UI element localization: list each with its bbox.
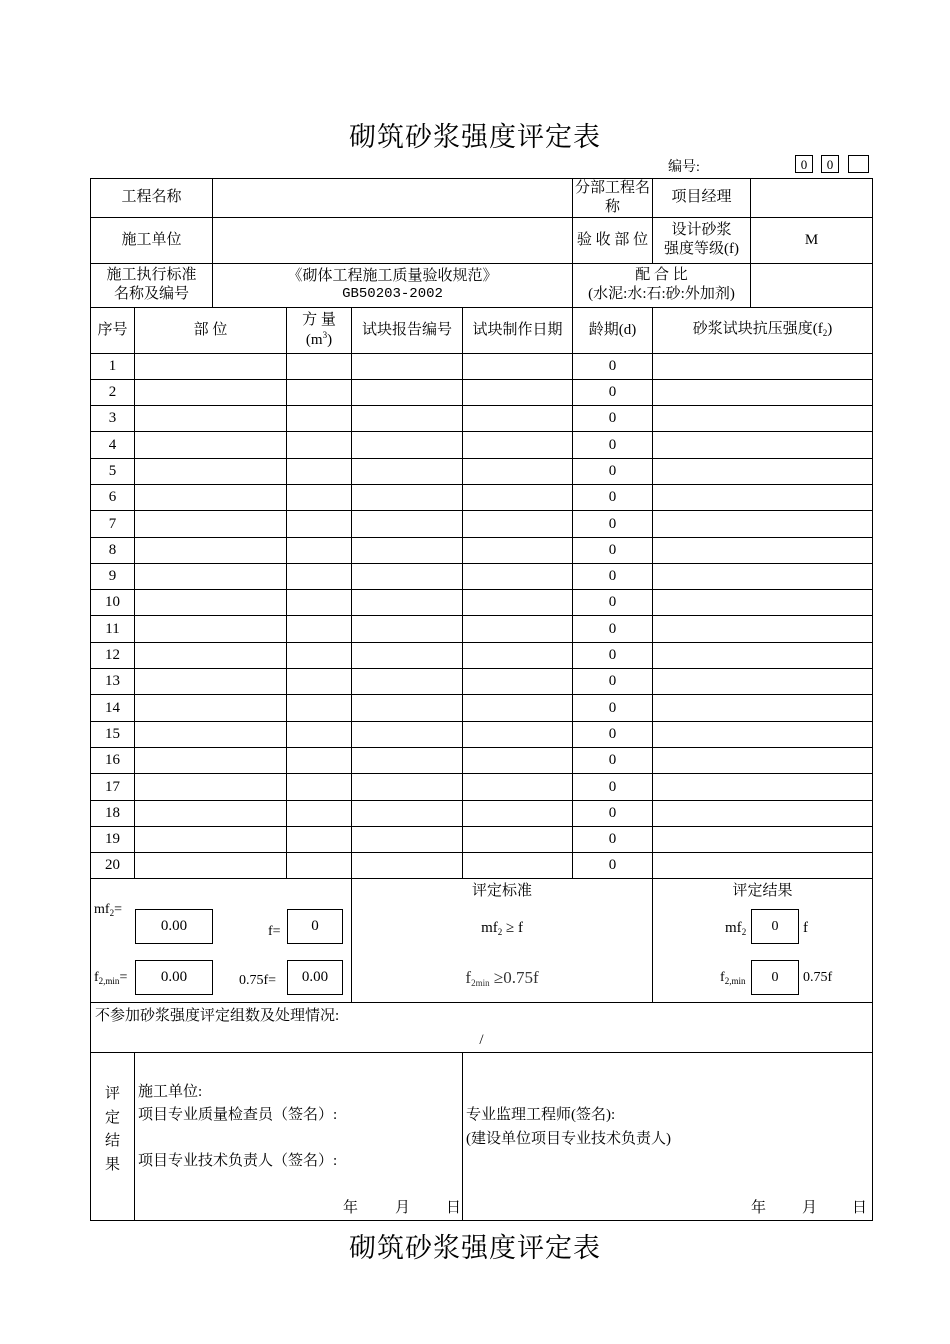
col-volume-line1: 方 量 <box>302 311 336 328</box>
row-report-no[interactable] <box>352 590 463 616</box>
standard-label-line1: 施工执行标准 <box>106 267 197 284</box>
criteria-line2: $f_{2min} \ge 0.75f$ <box>465 968 539 989</box>
row-report-no[interactable] <box>352 747 463 773</box>
row-report-no[interactable] <box>352 616 463 642</box>
row-volume[interactable] <box>287 590 352 616</box>
row-volume[interactable] <box>287 458 352 484</box>
row-volume[interactable] <box>287 511 352 537</box>
contractor-label: 施工单位 <box>91 217 213 263</box>
col-report-no: 试块报告编号 <box>352 307 463 353</box>
manager-label: 项目经理 <box>653 179 751 218</box>
row-age: 0 <box>573 432 653 458</box>
row-part[interactable] <box>135 774 287 800</box>
criteria-line1: $mf_2 \ge f$ <box>481 920 523 938</box>
row-strength[interactable] <box>653 563 873 589</box>
row-part[interactable] <box>135 511 287 537</box>
contractor-sign-cell <box>135 1053 463 1221</box>
row-report-no[interactable] <box>352 406 463 432</box>
f075-value-box[interactable]: 0.00 <box>287 960 343 995</box>
f2min-value-box[interactable]: 0.00 <box>135 960 213 995</box>
row-make-date[interactable] <box>463 669 573 695</box>
code-box-1[interactable]: 0 <box>795 155 813 173</box>
supervisor-year: 年 <box>751 1200 767 1217</box>
table-row <box>91 511 873 537</box>
row-part[interactable] <box>135 590 287 616</box>
row-report-no[interactable] <box>352 563 463 589</box>
row-make-date[interactable] <box>463 800 573 826</box>
row-seq: 19 <box>91 826 135 852</box>
table-row <box>91 379 873 405</box>
table-row <box>91 774 873 800</box>
table-row <box>91 642 873 668</box>
row-seq: 4 <box>91 432 135 458</box>
project-name-label: 工程名称 <box>91 179 213 218</box>
contractor-day: 日 <box>446 1200 462 1217</box>
row-part[interactable] <box>135 458 287 484</box>
row-seq: 12 <box>91 642 135 668</box>
side-char-1: 评 <box>104 1086 120 1103</box>
row-part[interactable] <box>135 406 287 432</box>
row-age: 0 <box>573 616 653 642</box>
row-strength[interactable] <box>653 853 873 879</box>
col-age: 龄期(d) <box>573 307 653 353</box>
table-row <box>91 458 873 484</box>
row-report-no[interactable] <box>352 537 463 563</box>
row-part[interactable] <box>135 642 287 668</box>
standard-value-line2: GB50203-2002 <box>342 285 443 302</box>
row-volume[interactable] <box>287 695 352 721</box>
row-part[interactable] <box>135 432 287 458</box>
row-make-date[interactable] <box>463 458 573 484</box>
row-seq: 11 <box>91 616 135 642</box>
row-part[interactable] <box>135 721 287 747</box>
row-seq: 14 <box>91 695 135 721</box>
row-make-date[interactable] <box>463 774 573 800</box>
row-make-date[interactable] <box>463 406 573 432</box>
row-report-no[interactable] <box>352 511 463 537</box>
row-make-date[interactable] <box>463 695 573 721</box>
row-age: 0 <box>573 853 653 879</box>
row-strength[interactable] <box>653 406 873 432</box>
row-strength[interactable] <box>653 432 873 458</box>
row-part[interactable] <box>135 616 287 642</box>
contractor-sign-label: 施工单位: <box>138 1084 203 1101</box>
row-part[interactable] <box>135 537 287 563</box>
manager-field[interactable] <box>751 179 873 218</box>
excluded-label: 不参加砂浆强度评定组数及处理情况: <box>95 1008 340 1025</box>
row-part[interactable] <box>135 563 287 589</box>
stats-cell <box>91 879 352 1003</box>
result-r1-label: $mf_2$ <box>725 920 747 938</box>
row-make-date[interactable] <box>463 511 573 537</box>
row-volume[interactable] <box>287 537 352 563</box>
row-age: 0 <box>573 379 653 405</box>
criteria-cell <box>352 879 653 1003</box>
row-part[interactable] <box>135 669 287 695</box>
supervisor-month: 月 <box>802 1200 818 1217</box>
col-part: 部 位 <box>135 307 287 353</box>
row-age: 0 <box>573 721 653 747</box>
row-volume[interactable] <box>287 484 352 510</box>
f2min-label: $f_{2,min}=$ <box>94 970 128 987</box>
result-r1-after: f <box>803 920 809 937</box>
row-seq: 3 <box>91 406 135 432</box>
row-age: 0 <box>573 800 653 826</box>
row-report-no[interactable] <box>352 379 463 405</box>
f-value-box[interactable]: 0 <box>287 909 343 944</box>
code-box-2[interactable]: 0 <box>821 155 839 173</box>
row-seq: 17 <box>91 774 135 800</box>
row-volume[interactable] <box>287 406 352 432</box>
row-strength[interactable] <box>653 826 873 852</box>
row-report-no[interactable] <box>352 669 463 695</box>
f075-label: 0.75f= <box>239 973 277 989</box>
row-report-no[interactable] <box>352 800 463 826</box>
row-report-no[interactable] <box>352 642 463 668</box>
row-seq: 2 <box>91 379 135 405</box>
row-strength[interactable] <box>653 747 873 773</box>
row-volume[interactable] <box>287 774 352 800</box>
contractor-field[interactable] <box>213 217 573 263</box>
col-make-date: 试块制作日期 <box>463 307 573 353</box>
row-volume[interactable] <box>287 379 352 405</box>
table-row <box>91 747 873 773</box>
row-strength[interactable] <box>653 458 873 484</box>
table-row <box>91 537 873 563</box>
row-volume[interactable] <box>287 747 352 773</box>
row-age: 0 <box>573 406 653 432</box>
table-row <box>91 590 873 616</box>
row-age: 0 <box>573 590 653 616</box>
row-strength[interactable] <box>653 484 873 510</box>
grade-label-line1: 设计砂浆 <box>671 222 732 239</box>
row-volume[interactable] <box>287 563 352 589</box>
standard-value <box>213 263 573 307</box>
owner-tech-note: (建设单位项目专业技术负责人) <box>466 1131 672 1148</box>
row-make-date[interactable] <box>463 563 573 589</box>
row-part[interactable] <box>135 484 287 510</box>
row-age: 0 <box>573 458 653 484</box>
mf2-label: $mf_2=$ <box>94 902 122 919</box>
supervisor-day: 日 <box>852 1200 868 1217</box>
row-strength[interactable] <box>653 695 873 721</box>
acceptance-part-label: 验 收 部 位 <box>573 217 653 263</box>
contractor-year: 年 <box>343 1200 359 1217</box>
row-age: 0 <box>573 774 653 800</box>
row-seq: 18 <box>91 800 135 826</box>
row-age: 0 <box>573 563 653 589</box>
row-age: 0 <box>573 537 653 563</box>
row-volume[interactable] <box>287 826 352 852</box>
row-age: 0 <box>573 826 653 852</box>
row-seq: 7 <box>91 511 135 537</box>
row-age: 0 <box>573 511 653 537</box>
table-row <box>91 826 873 852</box>
row-part[interactable] <box>135 379 287 405</box>
table-row <box>91 563 873 589</box>
supervisor-sign-cell <box>463 1053 873 1221</box>
row-seq: 16 <box>91 747 135 773</box>
row-make-date[interactable] <box>463 590 573 616</box>
col-seq: 序号 <box>91 307 135 353</box>
col-volume <box>287 307 352 353</box>
row-volume[interactable] <box>287 853 352 879</box>
row-make-date[interactable] <box>463 853 573 879</box>
row-age: 0 <box>573 747 653 773</box>
excluded-value[interactable]: / <box>479 1032 484 1049</box>
row-report-no[interactable] <box>352 826 463 852</box>
f-label: f= <box>268 924 281 940</box>
row-make-date[interactable] <box>463 379 573 405</box>
row-strength[interactable] <box>653 590 873 616</box>
row-make-date[interactable] <box>463 721 573 747</box>
row-make-date[interactable] <box>463 537 573 563</box>
table-row <box>91 406 873 432</box>
row-make-date[interactable] <box>463 826 573 852</box>
side-char-3: 结 <box>104 1133 120 1150</box>
result-r2-label: $f_{2,min}$ <box>720 970 746 987</box>
excluded-cell <box>91 1003 873 1053</box>
page-title: 砌筑砂浆强度评定表 <box>349 122 601 152</box>
mix-value[interactable] <box>751 263 873 307</box>
table-row <box>91 853 873 879</box>
row-report-no[interactable] <box>352 721 463 747</box>
row-seq: 10 <box>91 590 135 616</box>
evaluation-side-label <box>91 1053 135 1221</box>
row-report-no[interactable] <box>352 853 463 879</box>
row-strength[interactable] <box>653 642 873 668</box>
row-make-date[interactable] <box>463 484 573 510</box>
row-seq: 8 <box>91 537 135 563</box>
row-strength[interactable] <box>653 616 873 642</box>
grade-label <box>653 217 751 263</box>
col-volume-line2: $(m^3)$ <box>305 329 333 348</box>
result-cell <box>653 879 873 1003</box>
row-volume[interactable] <box>287 669 352 695</box>
row-age: 0 <box>573 669 653 695</box>
row-volume[interactable] <box>287 642 352 668</box>
table-row <box>91 721 873 747</box>
row-part[interactable] <box>135 826 287 852</box>
row-report-no[interactable] <box>352 484 463 510</box>
grade-label-line2: 强度等级(f) <box>664 241 740 257</box>
table-row <box>91 800 873 826</box>
row-strength[interactable] <box>653 353 873 379</box>
result-r2-after: 0.75f <box>803 970 833 986</box>
row-part[interactable] <box>135 747 287 773</box>
row-report-no[interactable] <box>352 774 463 800</box>
inspector-sign[interactable]: 项目专业质量检查员（签名）: <box>138 1107 338 1124</box>
result-title: 评定结果 <box>732 883 793 900</box>
standard-value-line1: 《砌体工程施工质量验收规范》 <box>287 267 498 284</box>
row-part[interactable] <box>135 800 287 826</box>
mf2-value-box[interactable]: 0.00 <box>135 909 213 944</box>
row-strength[interactable] <box>653 537 873 563</box>
row-seq: 15 <box>91 721 135 747</box>
col-strength: 砂浆试块抗压强度$(f_2)$ <box>653 307 873 353</box>
footer-title: 砌筑砂浆强度评定表 <box>349 1233 601 1263</box>
table-row <box>91 616 873 642</box>
grade-value[interactable]: M <box>751 217 873 263</box>
row-seq: 9 <box>91 563 135 589</box>
row-age: 0 <box>573 695 653 721</box>
table-row <box>91 353 873 379</box>
sub-project-label: 分部工程名称 <box>573 179 653 218</box>
row-part[interactable] <box>135 853 287 879</box>
row-part[interactable] <box>135 353 287 379</box>
row-make-date[interactable] <box>463 616 573 642</box>
side-char-2: 定 <box>104 1109 120 1126</box>
table-row <box>91 484 873 510</box>
table-row <box>91 695 873 721</box>
row-seq: 6 <box>91 484 135 510</box>
mix-label-line2: (水泥:水:石:砂:外加剂) <box>588 286 735 302</box>
row-make-date[interactable] <box>463 432 573 458</box>
code-label: 编号: <box>668 160 700 175</box>
row-strength[interactable] <box>653 774 873 800</box>
criteria-title: 评定标准 <box>472 883 533 900</box>
row-part[interactable] <box>135 695 287 721</box>
row-strength[interactable] <box>653 379 873 405</box>
table-row <box>91 669 873 695</box>
row-strength[interactable] <box>653 800 873 826</box>
row-volume[interactable] <box>287 721 352 747</box>
contractor-month: 月 <box>395 1200 411 1217</box>
row-report-no[interactable] <box>352 458 463 484</box>
row-age: 0 <box>573 353 653 379</box>
row-strength[interactable] <box>653 721 873 747</box>
row-strength[interactable] <box>653 669 873 695</box>
side-char-4: 果 <box>104 1156 120 1173</box>
data-rows <box>91 353 873 879</box>
row-volume[interactable] <box>287 800 352 826</box>
row-strength[interactable] <box>653 511 873 537</box>
row-make-date[interactable] <box>463 747 573 773</box>
row-volume[interactable] <box>287 616 352 642</box>
mix-label-line1: 配 合 比 <box>635 267 688 284</box>
table-row <box>91 432 873 458</box>
row-seq: 1 <box>91 353 135 379</box>
result-r1-box[interactable]: 0 <box>751 909 799 944</box>
row-seq: 5 <box>91 458 135 484</box>
supervisor-sign[interactable]: 专业监理工程师(签名): <box>466 1107 616 1124</box>
standard-label <box>91 263 213 307</box>
row-volume[interactable] <box>287 432 352 458</box>
tech-lead-sign[interactable]: 项目专业技术负责人（签名）: <box>138 1153 338 1170</box>
row-volume[interactable] <box>287 353 352 379</box>
row-age: 0 <box>573 484 653 510</box>
row-seq: 13 <box>91 669 135 695</box>
project-name-field[interactable] <box>213 179 573 218</box>
standard-label-line2: 名称及编号 <box>114 286 190 302</box>
row-age: 0 <box>573 642 653 668</box>
result-r2-box[interactable]: 0 <box>751 960 799 995</box>
row-report-no[interactable] <box>352 353 463 379</box>
row-seq: 20 <box>91 853 135 879</box>
row-report-no[interactable] <box>352 695 463 721</box>
row-make-date[interactable] <box>463 642 573 668</box>
assessment-table <box>90 178 873 1221</box>
row-report-no[interactable] <box>352 432 463 458</box>
mix-label <box>573 263 751 307</box>
code-box-3[interactable] <box>848 155 869 173</box>
row-make-date[interactable] <box>463 353 573 379</box>
